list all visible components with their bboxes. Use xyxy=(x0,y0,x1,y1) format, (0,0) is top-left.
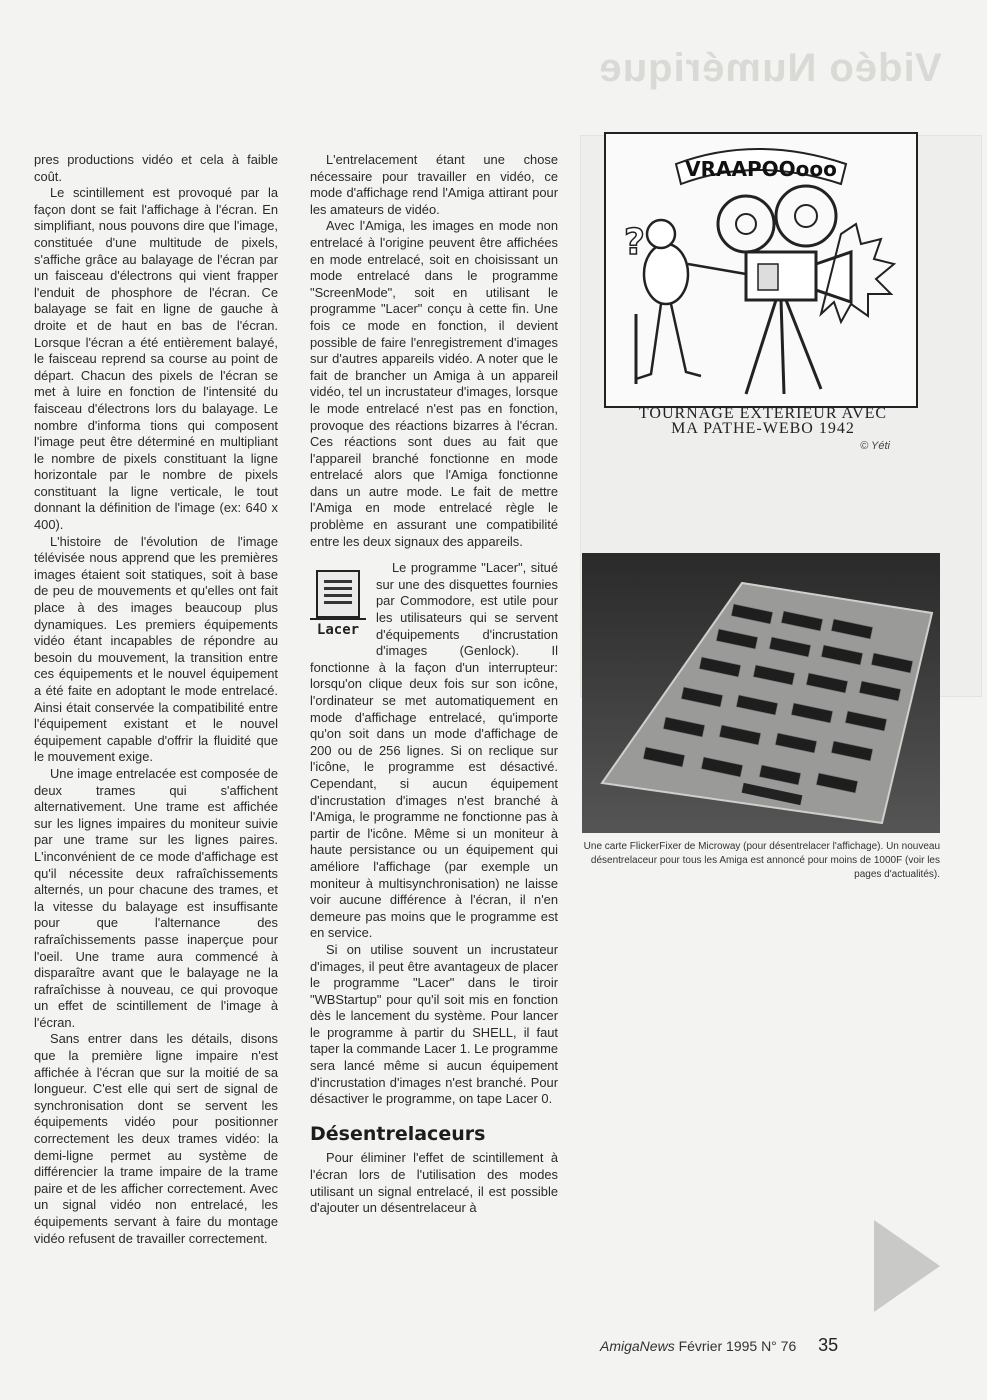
page-footer xyxy=(600,1335,870,1356)
monitor-icon xyxy=(316,570,360,618)
paragraph: Avec l'Amiga, les images en mode non entrelacé à l'origine peuvent être affichées en mode entrelacé, soit en choisissant un mode entrelacé dans le programme "ScreenMode", soit en utilisant le programme "Lacer" conçu à cette fin. Une fois ce mode en fonction, il devient possible de faire l'enregistrement d'images sur d'autres appareils vidéo. A noter que le fait de brancher un Amiga à un appareil vidéo, tel un incrustateur d'images, lorsque le mode entrelacé n'est pas en fonction, provoque des réactions bizarres à l'écran. Ces réactions sont dues au fait que l'appareil branché fonctionne en mode entrelacé alors que l'Amiga fonctionne dans un autre mode. Le fait de mettre l'Amiga en mode entrelacé règle le problème en assurant une compatibilité entre les deux signaux des appareils. xyxy=(310,218,558,549)
svg-text:?: ? xyxy=(624,222,645,263)
paragraph: Une image entrelacée est composée de deux trames qui s'affichent alternativement. Une trame est affichée sur les lignes impaires du moniteur suivie par une trame sur les lignes paires. L'inconvénient de ce mode d'affichage est qu'il nécessite deux rafraîchissements alternés, un pour chacune des trames, et la vitesse du balayage est insuffisante pour que l'alternance des rafraîchissements passe inaperçue pour l'oeil. Une trame aura commencé à disparaître avant que le balayage ne la rafraîchisse à nouveau, ce qui provoque un effet de scintillement de l'image à l'écran. xyxy=(34,765,278,1030)
paragraph: pres productions vidéo et cela à faible coût. xyxy=(34,152,278,184)
camera-cartoon-drawing xyxy=(606,134,916,406)
paragraph: L'entrelacement étant une chose nécessaire pour travailler en vidéo, ce mode d'affichage rend l'Amiga attirant pour les amateurs de vidéo. xyxy=(310,152,558,217)
lacer-icon-label: Lacer xyxy=(316,622,360,639)
cartoon-caption-line: TOURNAGE EXTERIEUR AVEC xyxy=(638,405,888,422)
magazine-name: AmigaNews xyxy=(600,1338,675,1354)
page-number: 35 xyxy=(818,1335,839,1355)
ghost-section-header: Vidéo Numérique xyxy=(598,46,942,90)
next-page-arrow-icon xyxy=(874,1220,940,1312)
circuit-board-photo xyxy=(582,553,940,833)
lacer-program-icon xyxy=(310,566,366,644)
cartoon-caption xyxy=(588,406,938,436)
paragraph: Le scintillement est provoqué par la façon dont se fait l'affichage à l'écran. En simplifiant, nous pouvons dire que l'image, constituée d'une multitude de pixels, s'affiche grâce au balayage de l'écran par un faisceau d'électrons qui vient frapper l'enduit de phosphore de l'écran. Ce balayage se fait en ligne de gauche à droite et de haut en bas de l'écran. Lorsque l'écran a été entièrement balayé, le faisceau reprend sa course au point de départ. Chacun des pixels de l'écran se met à luire en fonction de l'intensité du faisceau d'électrons lors du balayage. Le nombre d'informa tions qui composent l'image peut être déterminé en multipliant le nombre de pixels constituant la ligne horizontale par le nombre de pixels constituant la ligne verticale, le tout donnant la définition de l'image (ex: 640 x 400). xyxy=(34,185,278,533)
paragraph: L'histoire de l'évolution de l'image télévisée nous apprend que les premières images étaient soit statiques, soit à base de peu de mouvements et qu'elles ont fait place à des images beaucoup plus dynamiques. Les premiers équipements vidéo étant incapables de répondre au besoin du mouvement, la transition entre ces équipements et le nouvel équipement a été faite en adoptant le mode entrelacé. Ainsi était conservée la compatibilité entre l'équipement existant et le nouvel équipement capable d'offrir la fluidité que le mouvement exige. xyxy=(34,533,278,765)
illustration-credit: © Yéti xyxy=(860,440,890,452)
cartoon-illustration xyxy=(604,132,918,408)
issue-info: Février 1995 N° 76 xyxy=(678,1338,797,1354)
article-column-2 xyxy=(310,152,558,1217)
section-heading: Désentrelaceurs xyxy=(310,1122,486,1145)
paragraph: Sans entrer dans les détails, disons que la première ligne impaire n'est affichée à l'écran que sur la moitié de sa longueur. C'est elle qui sert de signal de synchronisation dont se servent les équipements vidéo pour positionner correctement les deux trames vidéo: la demi-ligne permet au système de différencier la trame impaire de la trame paire et de les afficher correctement. Avec un signal vidéo non entrelacé, les équipements servant à faire du montage vidéo refusent de travailler correctement. xyxy=(34,1031,278,1246)
photo-caption: Une carte FlickerFixer de Microway (pour désentrelacer l'affichage). Un nouveau désentrelaceur pour tous les Amiga est annoncé pour moins de 1000F (voir les pages d'actualités). xyxy=(583,841,940,880)
paragraph: Pour éliminer l'effet de scintillement à l'écran lors de l'utilisation des modes utilisant un signal entrelacé, il est possible d'ajouter un désentrelaceur à xyxy=(310,1150,558,1216)
sound-effect-text: VRAAPOOooo xyxy=(685,157,837,181)
paragraph: Si on utilise souvent un incrustateur d'images, il peut être avantageux de placer le programme "Lacer" dans le tiroir "WBStartup" pour qu'il soit mis en fonction dès le lancement du système. Pour lancer le programme à partir du SHELL, il faut taper la commande Lacer 1. Le programme sera lancé même si aucun équipement d'incrustation d'images n'est branché. Pour désactiver le programme, on tape Lacer 0. xyxy=(310,941,558,1107)
cartoon-caption-line: MA PATHE-WEBO 1942 xyxy=(671,420,855,437)
flickerfixer-board-image xyxy=(582,553,940,833)
article-column-1 xyxy=(34,152,278,1247)
paragraph: Le programme "Lacer", situé sur une des disquettes fournies par Commodore, est utile pour les utilisateurs qui se servent d'équipements d'incrustation d'images (Genlock). Il fonctionne à la façon d'un interrupteur: lorsqu'on clique deux fois sur son icône, l'ordinateur se met automatiquement en mode d'affichage entrelacé, qu'importe qu'on soit dans un mode d'affichage de 200 ou de 256 lignes. Si on reclique sur l'icône, le programme est désactivé. Cependant, si aucun équipement d'incrustation d'images n'est branché à l'Amiga, le programme ne fonctionne pas à partir de l'icône. Même si un moniteur à haute persistance ou un équipement qui améliore l'affichage (par exemple un moniteur à multisynchronisation) ne laisse voir aucune différence à l'écran, il n'en demeure pas moins que le programme est en service. xyxy=(310,560,558,941)
